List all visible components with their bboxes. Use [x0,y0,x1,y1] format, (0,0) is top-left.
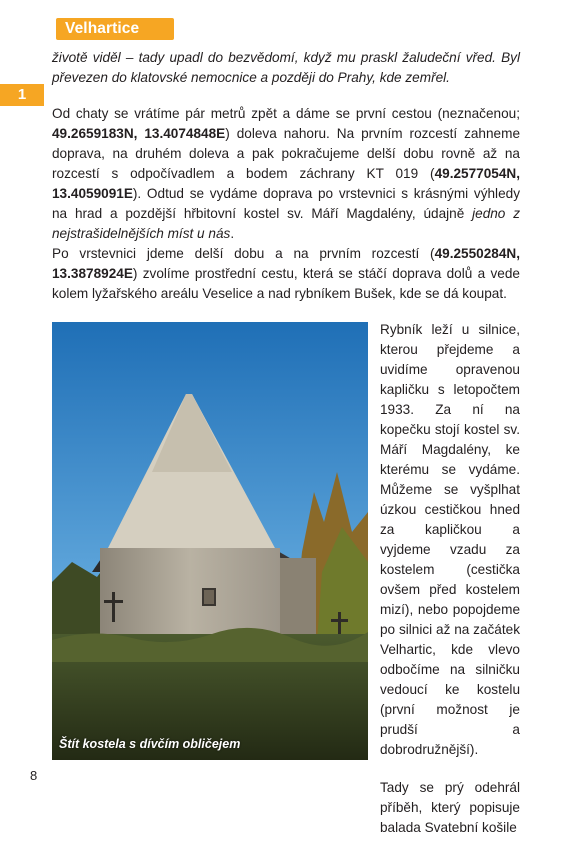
text-run: Od chaty se vrátíme pár metrů zpět a dáme se první cestou (neznačenou; [52,106,520,121]
church-illustration [52,322,368,760]
gps-coordinates: 49.2550284N, 13.3878924E [52,246,520,281]
text-run: ) doleva nahoru. Na prvním rozcestí zahneme doprava, na druhém doleva a pak pokračujeme delší dobu rovně až na rozcestí s odpočívadlem a bodem záchrany KT 019 ( [52,126,520,181]
side-paragraph: Tady se prý odehrál příběh, který popisuje balada Svatební košile [380,780,520,835]
side-column [380,320,520,856]
gps-coordinates: 49.2659183N, 13.4074848E [52,126,226,141]
page-number: 8 [30,768,38,783]
text-run: ). Odtud se vydáme doprava po vrstevnici s krásnými výhledy na hrad a pozdější hřbitovní kostel sv. Máří Magdalény, údajně [52,186,520,221]
gps-coordinates: 49.2577054N, 13.4059091E [52,166,520,201]
photo-caption: Štít kostela s dívčím obličejem [59,737,241,751]
chapter-number-tab: 1 [0,84,44,106]
side-paragraph: Rybník leží u silnice, kterou přejdeme a uvidíme opravenou kapličku s letopočtem 1933. Za ní na kopečku stojí kostel sv. Máří Magdalény, ke kterému se vydáme. Můžeme se vyšplhat úzkou cestičkou hned za kapličkou a vyjdeme vzadu za kostelem (cestička ovšem před kostelem mizí), nebo popojdeme po silnici až na začátek Velhartic, kde vlevo odbočíme na silničku vedoucí ke kostelu (první možnost je prudší a dobrodružnější). [380,322,520,757]
text-run: ) zvolíme prostřední cestu, která se stáčí doprava dolů a vede kolem lyžařského areálu Veselice a nad rybníkem Bušek, kde se dá koupat. [52,266,520,301]
intro-paragraph: životě viděl – tady upadl do bezvědomí, když mu praskl žaludeční vřed. Byl převezen do klatovské nemocnice a později do Prahy, kde zemřel. [52,50,520,85]
text-run: Po vrstevnici jdeme delší dobu a na prvním rozcestí ( [52,246,435,261]
route-paragraph-1 [52,104,520,244]
section-title-tag: Velhartice [56,18,174,40]
italic-quote: jedno z nejstrašidelnějších míst u nás [52,206,520,241]
route-paragraph-2 [52,244,520,304]
church-gable-photo [52,322,368,760]
text-run: . [230,226,235,241]
